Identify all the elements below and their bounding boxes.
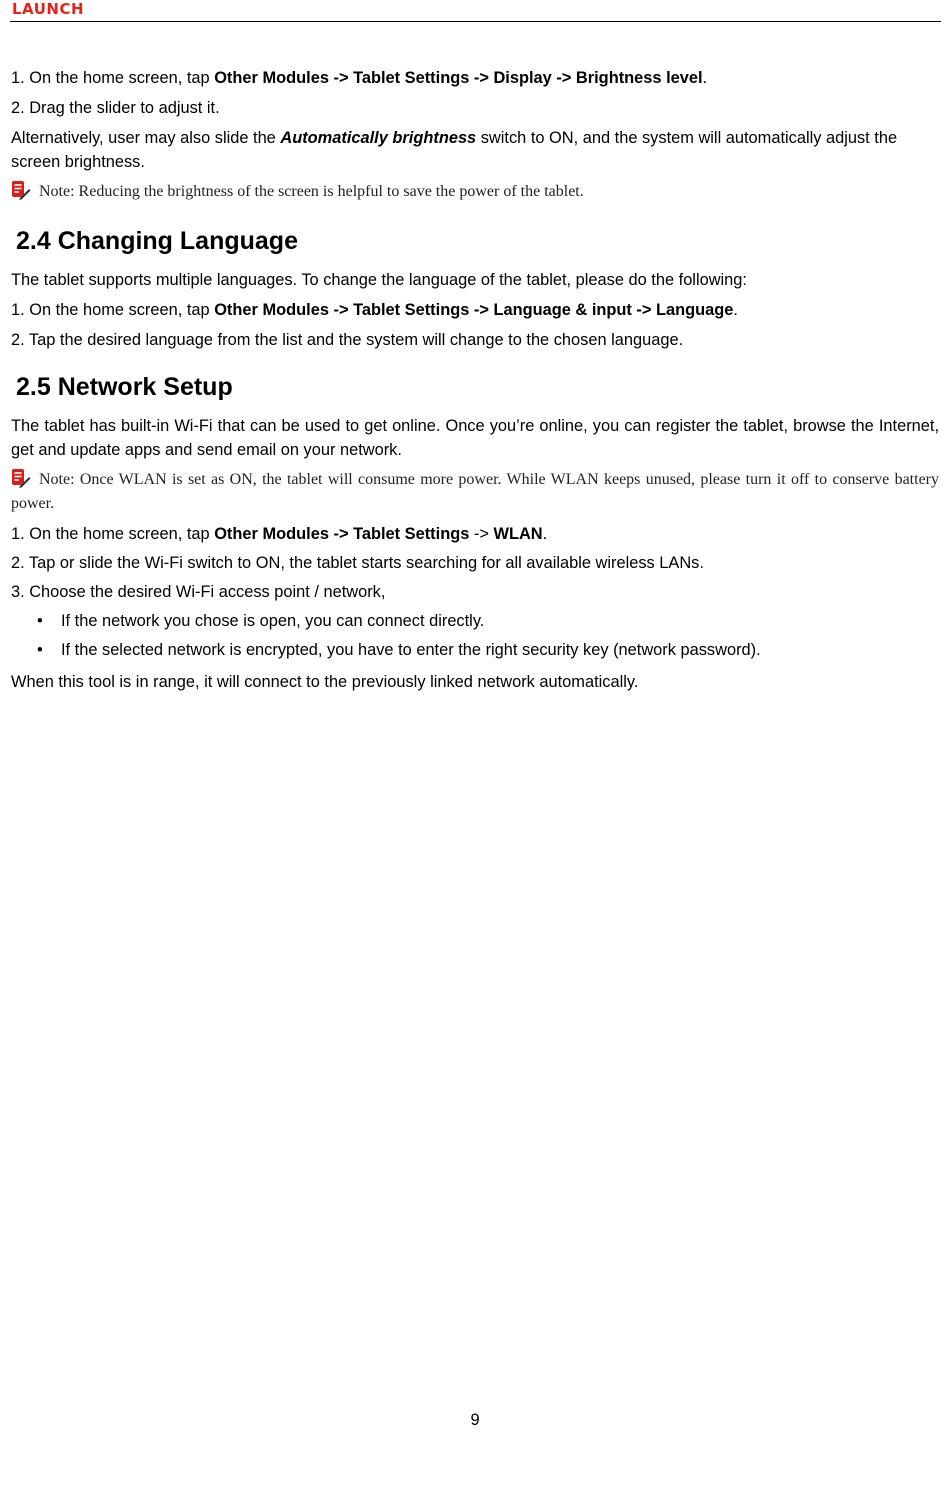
- network-intro: The tablet has built-in Wi-Fi that can be used to get online. Once you’re online, you can register the tablet, browse the Internet, get and update apps and send email on your network.: [11, 417, 939, 459]
- section-heading-language: 2.4 Changing Language: [16, 227, 298, 255]
- alt-text: Alternatively, user may also slide the: [11, 129, 281, 147]
- step-text: 1. On the home screen, tap: [11, 525, 215, 543]
- page-content: [11, 66, 939, 700]
- note-pencil-icon: [11, 468, 31, 488]
- step-punct: .: [702, 69, 708, 87]
- menu-arrow: ->: [469, 525, 494, 543]
- language-intro: The tablet supports multiple languages. To change the language of the tablet, please do the following:: [11, 271, 747, 289]
- section-heading-network: 2.5 Network Setup: [16, 373, 233, 401]
- network-note: [11, 468, 939, 516]
- step-text: 1. On the home screen, tap: [11, 301, 215, 319]
- network-step-1: [11, 522, 939, 546]
- alt-text-end: switch to ON, and the system will automatically adjust the screen brightness.: [11, 129, 898, 171]
- brightness-step-1: [11, 66, 939, 90]
- network-closing: When this tool is in range, it will connect to the previously linked network automatically.: [11, 673, 639, 691]
- language-step-1: [11, 298, 939, 322]
- header-divider: [10, 21, 941, 22]
- brightness-alternative: [11, 126, 939, 174]
- bullet-text: If the selected network is encrypted, you have to enter the right security key (network password).: [61, 641, 761, 659]
- note-text: Note: Reducing the brightness of the screen is helpful to save the power of the tablet.: [39, 183, 584, 200]
- bullet-dot-icon: •: [37, 641, 43, 659]
- brand-logo: LAUNCH: [12, 0, 85, 18]
- note-pencil-icon: [11, 180, 31, 200]
- step-punct: .: [542, 525, 548, 543]
- menu-path: Other Modules -> Tablet Settings -> Display -> Brightness level: [214, 69, 703, 87]
- brightness-step-2: 2. Drag the slider to adjust it.: [11, 99, 220, 117]
- menu-path-wlan: WLAN: [493, 525, 543, 543]
- brightness-note: [11, 180, 939, 204]
- alt-switch-name: Automatically brightness: [280, 129, 477, 147]
- network-step-2: 2. Tap or slide the Wi-Fi switch to ON, the tablet starts searching for all available wireless LANs.: [11, 554, 704, 572]
- list-item: [11, 609, 939, 633]
- list-item: [11, 638, 939, 662]
- menu-path: Other Modules -> Tablet Settings: [214, 525, 470, 543]
- language-step-2: 2. Tap the desired language from the list and the system will change to the chosen language.: [11, 331, 684, 349]
- network-step-3: 3. Choose the desired Wi-Fi access point / network,: [11, 583, 386, 601]
- step-punct: .: [733, 301, 738, 319]
- note-text: Note: Once WLAN is set as ON, the tablet will consume more power. While WLAN keeps unused, please turn it off to conserve battery power.: [11, 471, 939, 512]
- page-number: 9: [470, 1411, 480, 1429]
- menu-path: Other Modules -> Tablet Settings -> Language & input -> Language: [214, 301, 734, 319]
- bullet-text: If the network you chose is open, you can connect directly.: [61, 612, 485, 630]
- bullet-dot-icon: •: [37, 612, 43, 630]
- step-text: 1. On the home screen, tap: [11, 69, 215, 87]
